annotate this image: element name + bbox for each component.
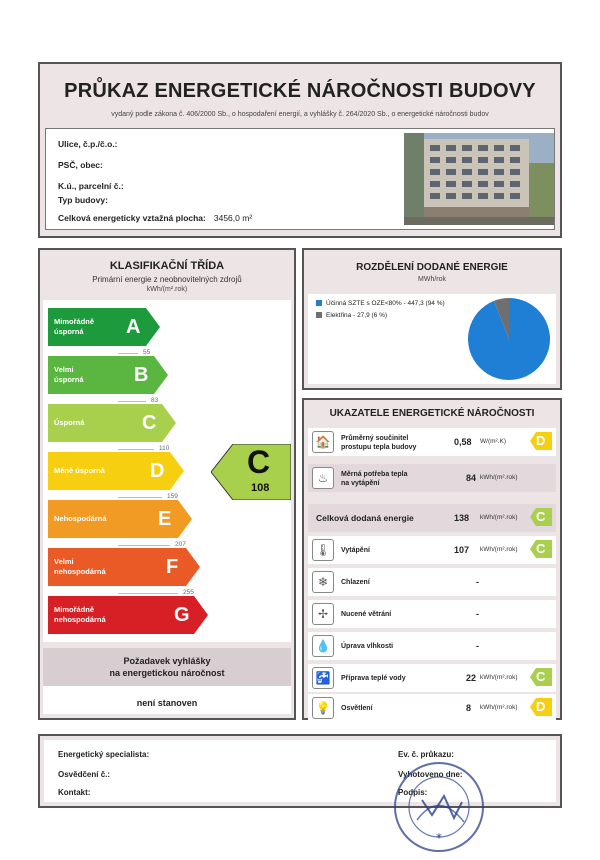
indicator-value: 22 [466, 673, 477, 683]
indicator-row [308, 536, 556, 564]
indicator-label: Osvětlení [341, 705, 373, 712]
threshold-value: 83 [151, 397, 159, 404]
current-class-marker [211, 444, 291, 500]
indicator-value: 138 [454, 513, 470, 523]
indicator-icon: 💧 [312, 635, 334, 657]
indicator-label: Měrná potřeba tepla na vytápění [341, 471, 408, 487]
legend-swatch [316, 312, 322, 318]
svg-text:*: * [436, 831, 442, 845]
building-info [45, 128, 555, 230]
class-letter: C [142, 412, 157, 434]
class-label [54, 466, 105, 476]
class-label-line: Velmi [54, 557, 74, 566]
area-value: 3456,0 m² [213, 213, 253, 223]
class-label-line: Nehospodárná [54, 514, 107, 523]
current-class-letter: C [247, 444, 271, 480]
indicator-row [308, 428, 556, 456]
signature-label: Podpis: [398, 788, 428, 797]
class-letter: D [150, 460, 165, 482]
legend-item-electricity [316, 312, 387, 319]
requirement-title-1: Požadavek vyhlášky [123, 656, 211, 666]
indicator-label: Chlazení [341, 579, 370, 586]
indicator-row [308, 664, 556, 692]
indicator-value: 8 [466, 703, 472, 713]
area-row [58, 213, 252, 223]
class-label-line: nehospodárná [54, 615, 106, 624]
energy-distribution-panel [302, 248, 562, 390]
pie-slice [468, 298, 550, 380]
class-label-line: úsporná [54, 327, 84, 336]
indicator-unit: kWh/(m².rok) [480, 546, 518, 553]
class-label [54, 557, 106, 577]
classification-unit: kWh/(m².rok) [146, 286, 188, 293]
indicator-row [308, 632, 556, 660]
threshold-line [118, 593, 178, 594]
legend-item-szte [316, 300, 445, 307]
indicator-value: 107 [454, 545, 470, 555]
contact-label: Kontakt: [58, 788, 91, 797]
indicator-row [308, 504, 556, 532]
pie-chart [464, 294, 554, 384]
indicator-icon: ❄ [312, 571, 334, 593]
class-label-line: Velmi [54, 365, 74, 374]
area-label: Celková energeticky vztažná plocha: [58, 213, 206, 223]
class-label [54, 418, 84, 428]
indicator-label: Příprava teplé vody [341, 675, 406, 682]
class-letter: B [134, 364, 149, 386]
indicator-icon: ♨ [312, 467, 334, 489]
document-subtitle: vydaný podle zákona č. 406/2000 Sb., o hospodaření energií, a vyhlášky č. 264/2020 Sb., o energetické náročnosti budov [111, 111, 489, 118]
class-label [54, 605, 106, 625]
indicator-label: Vytápění [341, 547, 370, 554]
requirement-box [43, 648, 291, 714]
threshold-line [118, 353, 138, 354]
threshold-line [118, 545, 170, 546]
indicator-class-badge: C [530, 668, 552, 686]
legend-label: Účinná SZTE s OZE<80% - 447,3 (94 %) [326, 300, 445, 307]
class-arrow-c [48, 404, 176, 442]
class-arrow-f [48, 548, 200, 586]
cadastre-label: K.ú., parcelní č.: [58, 181, 124, 191]
indicator-class-badge: D [530, 432, 552, 450]
distribution-unit: MWh/rok [418, 276, 446, 283]
threshold-value: 110 [159, 445, 170, 452]
indicator-icon: 🌡 [312, 539, 334, 561]
header-panel [38, 62, 562, 238]
street-label: Ulice, č.p./č.o.: [58, 139, 118, 149]
class-label-line: Mimořádně [54, 605, 95, 614]
distribution-title: ROZDĚLENÍ DODANÉ ENERGIE [356, 262, 508, 273]
indicator-class-badge: D [530, 698, 552, 716]
legend-label: Elektřina - 27,9 (6 %) [326, 312, 388, 319]
specialist-label: Energetický specialista: [58, 750, 150, 759]
class-arrow-a [48, 308, 160, 346]
indicator-unit: kWh/(m².rok) [480, 474, 518, 481]
indicator-value: - [476, 577, 479, 587]
indicator-row [308, 568, 556, 596]
indicator-unit: kWh/(m².rok) [480, 674, 518, 681]
threshold-value: 55 [143, 349, 151, 356]
class-label-line: Úsporná [54, 418, 85, 427]
indicator-label: Průměrný součinitel prostupu tepla budovy [341, 435, 417, 451]
class-arrow-g [48, 596, 208, 634]
requirement-value: není stanoven [136, 698, 198, 708]
threshold-value: 255 [183, 589, 194, 596]
indicator-label: Celková dodaná energie [316, 513, 414, 523]
indicator-row [308, 694, 556, 722]
indicator-icon: 🏠 [312, 431, 334, 453]
threshold-line [118, 497, 162, 498]
document-title: PRŮKAZ ENERGETICKÉ NÁROČNOSTI BUDOVY [64, 80, 536, 102]
indicator-icon: 🚰 [312, 667, 334, 689]
class-arrow-b [48, 356, 168, 394]
indicator-class-badge: C [530, 508, 552, 526]
class-scale [43, 300, 291, 642]
indicator-value: 84 [466, 473, 477, 483]
class-letter: A [126, 316, 141, 338]
classification-panel [38, 248, 296, 720]
indicator-label: Úprava vlhkosti [341, 643, 394, 650]
class-label-line: Mimořádně [54, 317, 95, 326]
indicator-icon: ✢ [312, 603, 334, 625]
class-label [54, 365, 84, 385]
record-number-label: Ev. č. průkazu: [398, 750, 454, 759]
indicators-title: UKAZATELE ENERGETICKÉ NÁROČNOSTI [329, 408, 535, 419]
legend-swatch [316, 300, 322, 306]
class-label-line: nehospodárná [54, 567, 106, 576]
indicator-value: - [476, 609, 479, 619]
class-label [54, 514, 107, 524]
classification-title: KLASIFIKAČNÍ TŘÍDA [109, 260, 225, 272]
class-letter: G [174, 604, 190, 626]
threshold-value: 207 [175, 541, 186, 548]
class-letter: E [158, 508, 172, 530]
class-arrow-d [48, 452, 184, 490]
indicator-unit: kWh/(m².rok) [480, 514, 518, 521]
indicator-value: - [476, 641, 479, 651]
classification-subtitle: Primární energie z neobnovitelných zdrojů [92, 275, 242, 284]
indicator-unit: W/(m².K) [480, 438, 506, 445]
auditor-stamp [392, 760, 486, 854]
certificate-label: Osvědčení č.: [58, 770, 111, 779]
class-label-line: Méně úsporná [54, 466, 105, 475]
indicator-unit: kWh/(m².rok) [480, 704, 518, 711]
issued-date-label: Vyhotoveno dne: [398, 770, 463, 779]
indicator-icon: 💡 [312, 697, 334, 719]
threshold-line [118, 401, 146, 402]
class-label-line: úsporná [54, 375, 84, 384]
requirement-title-2: na energetickou náročnost [109, 668, 225, 678]
indicator-class-badge: C [530, 540, 552, 558]
class-arrow-e [48, 500, 192, 538]
indicator-value: 0,58 [454, 437, 472, 447]
zip-label: PSČ, obec: [58, 160, 103, 170]
building-type-label: Typ budovy: [58, 195, 108, 205]
distribution-chart [308, 294, 556, 384]
indicator-label: Nucené větrání [341, 611, 392, 618]
indicators-panel [302, 398, 562, 720]
indicator-row [308, 600, 556, 628]
class-label [54, 317, 94, 337]
class-letter: F [166, 556, 179, 578]
threshold-value: 159 [167, 493, 178, 500]
building-photo [404, 133, 554, 225]
threshold-line [118, 449, 154, 450]
indicator-row [308, 464, 556, 492]
current-class-value: 108 [251, 482, 270, 494]
